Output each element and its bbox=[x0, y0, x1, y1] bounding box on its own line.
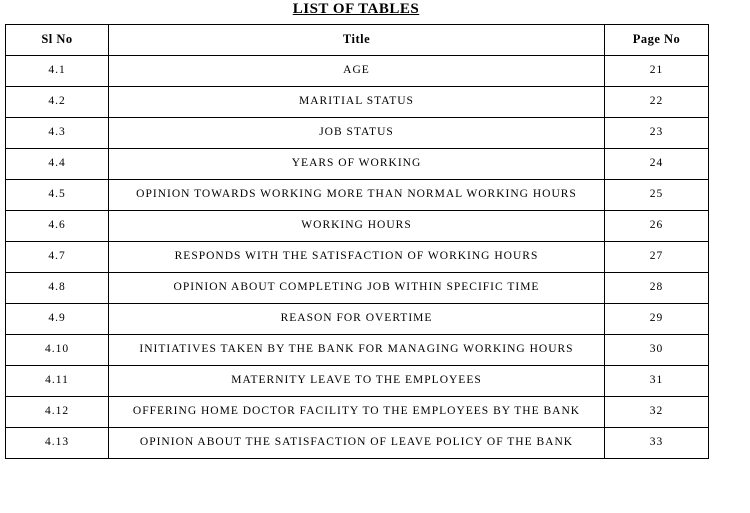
table-header-row bbox=[6, 25, 709, 56]
list-of-tables bbox=[5, 24, 709, 459]
title-cell: JOB STATUS bbox=[109, 118, 605, 149]
page-no-cell: 26 bbox=[605, 211, 709, 242]
title-cell: OPINION ABOUT COMPLETING JOB WITHIN SPECIFIC TIME bbox=[109, 273, 605, 304]
page-no-cell: 27 bbox=[605, 242, 709, 273]
page-no-cell: 29 bbox=[605, 304, 709, 335]
title-cell: MATERNITY LEAVE TO THE EMPLOYEES bbox=[109, 366, 605, 397]
title-cell: OPINION ABOUT THE SATISFACTION OF LEAVE POLICY OF THE BANK bbox=[109, 428, 605, 459]
title-cell: OPINION TOWARDS WORKING MORE THAN NORMAL WORKING HOURS bbox=[109, 180, 605, 211]
table-row bbox=[6, 366, 709, 397]
table-row bbox=[6, 397, 709, 428]
page-title: LIST OF TABLES bbox=[292, 1, 420, 17]
page-no-cell: 24 bbox=[605, 149, 709, 180]
sl-no-cell: 4.2 bbox=[6, 87, 109, 118]
table-row bbox=[6, 211, 709, 242]
sl-no-cell: 4.10 bbox=[6, 335, 109, 366]
column-header-sl-no: Sl No bbox=[6, 25, 109, 56]
table-row bbox=[6, 242, 709, 273]
page-no-cell: 30 bbox=[605, 335, 709, 366]
title-cell: MARITIAL STATUS bbox=[109, 87, 605, 118]
page-no-cell: 22 bbox=[605, 87, 709, 118]
sl-no-cell: 4.11 bbox=[6, 366, 109, 397]
page-no-cell: 33 bbox=[605, 428, 709, 459]
title-cell: YEARS OF WORKING bbox=[109, 149, 605, 180]
page-no-cell: 32 bbox=[605, 397, 709, 428]
column-header-page-no: Page No bbox=[605, 25, 709, 56]
sl-no-cell: 4.4 bbox=[6, 149, 109, 180]
page-no-cell: 21 bbox=[605, 56, 709, 87]
table-row bbox=[6, 428, 709, 459]
title-cell: WORKING HOURS bbox=[109, 211, 605, 242]
title-cell: RESPONDS WITH THE SATISFACTION OF WORKING HOURS bbox=[109, 242, 605, 273]
title-cell: REASON FOR OVERTIME bbox=[109, 304, 605, 335]
sl-no-cell: 4.8 bbox=[6, 273, 109, 304]
page-no-cell: 25 bbox=[605, 180, 709, 211]
table-row bbox=[6, 87, 709, 118]
table-row bbox=[6, 335, 709, 366]
title-cell: INITIATIVES TAKEN BY THE BANK FOR MANAGING WORKING HOURS bbox=[109, 335, 605, 366]
title-cell: AGE bbox=[109, 56, 605, 87]
sl-no-cell: 4.3 bbox=[6, 118, 109, 149]
sl-no-cell: 4.7 bbox=[6, 242, 109, 273]
table-row bbox=[6, 118, 709, 149]
column-header-title: Title bbox=[109, 25, 605, 56]
sl-no-cell: 4.6 bbox=[6, 211, 109, 242]
table-row bbox=[6, 56, 709, 87]
sl-no-cell: 4.1 bbox=[6, 56, 109, 87]
page-no-cell: 23 bbox=[605, 118, 709, 149]
page-no-cell: 31 bbox=[605, 366, 709, 397]
sl-no-cell: 4.12 bbox=[6, 397, 109, 428]
title-cell: OFFERING HOME DOCTOR FACILITY TO THE EMPLOYEES BY THE BANK bbox=[109, 397, 605, 428]
table-row bbox=[6, 180, 709, 211]
sl-no-cell: 4.9 bbox=[6, 304, 109, 335]
page-no-cell: 28 bbox=[605, 273, 709, 304]
sl-no-cell: 4.13 bbox=[6, 428, 109, 459]
sl-no-cell: 4.5 bbox=[6, 180, 109, 211]
table-row bbox=[6, 304, 709, 335]
table-row bbox=[6, 149, 709, 180]
table-row bbox=[6, 273, 709, 304]
